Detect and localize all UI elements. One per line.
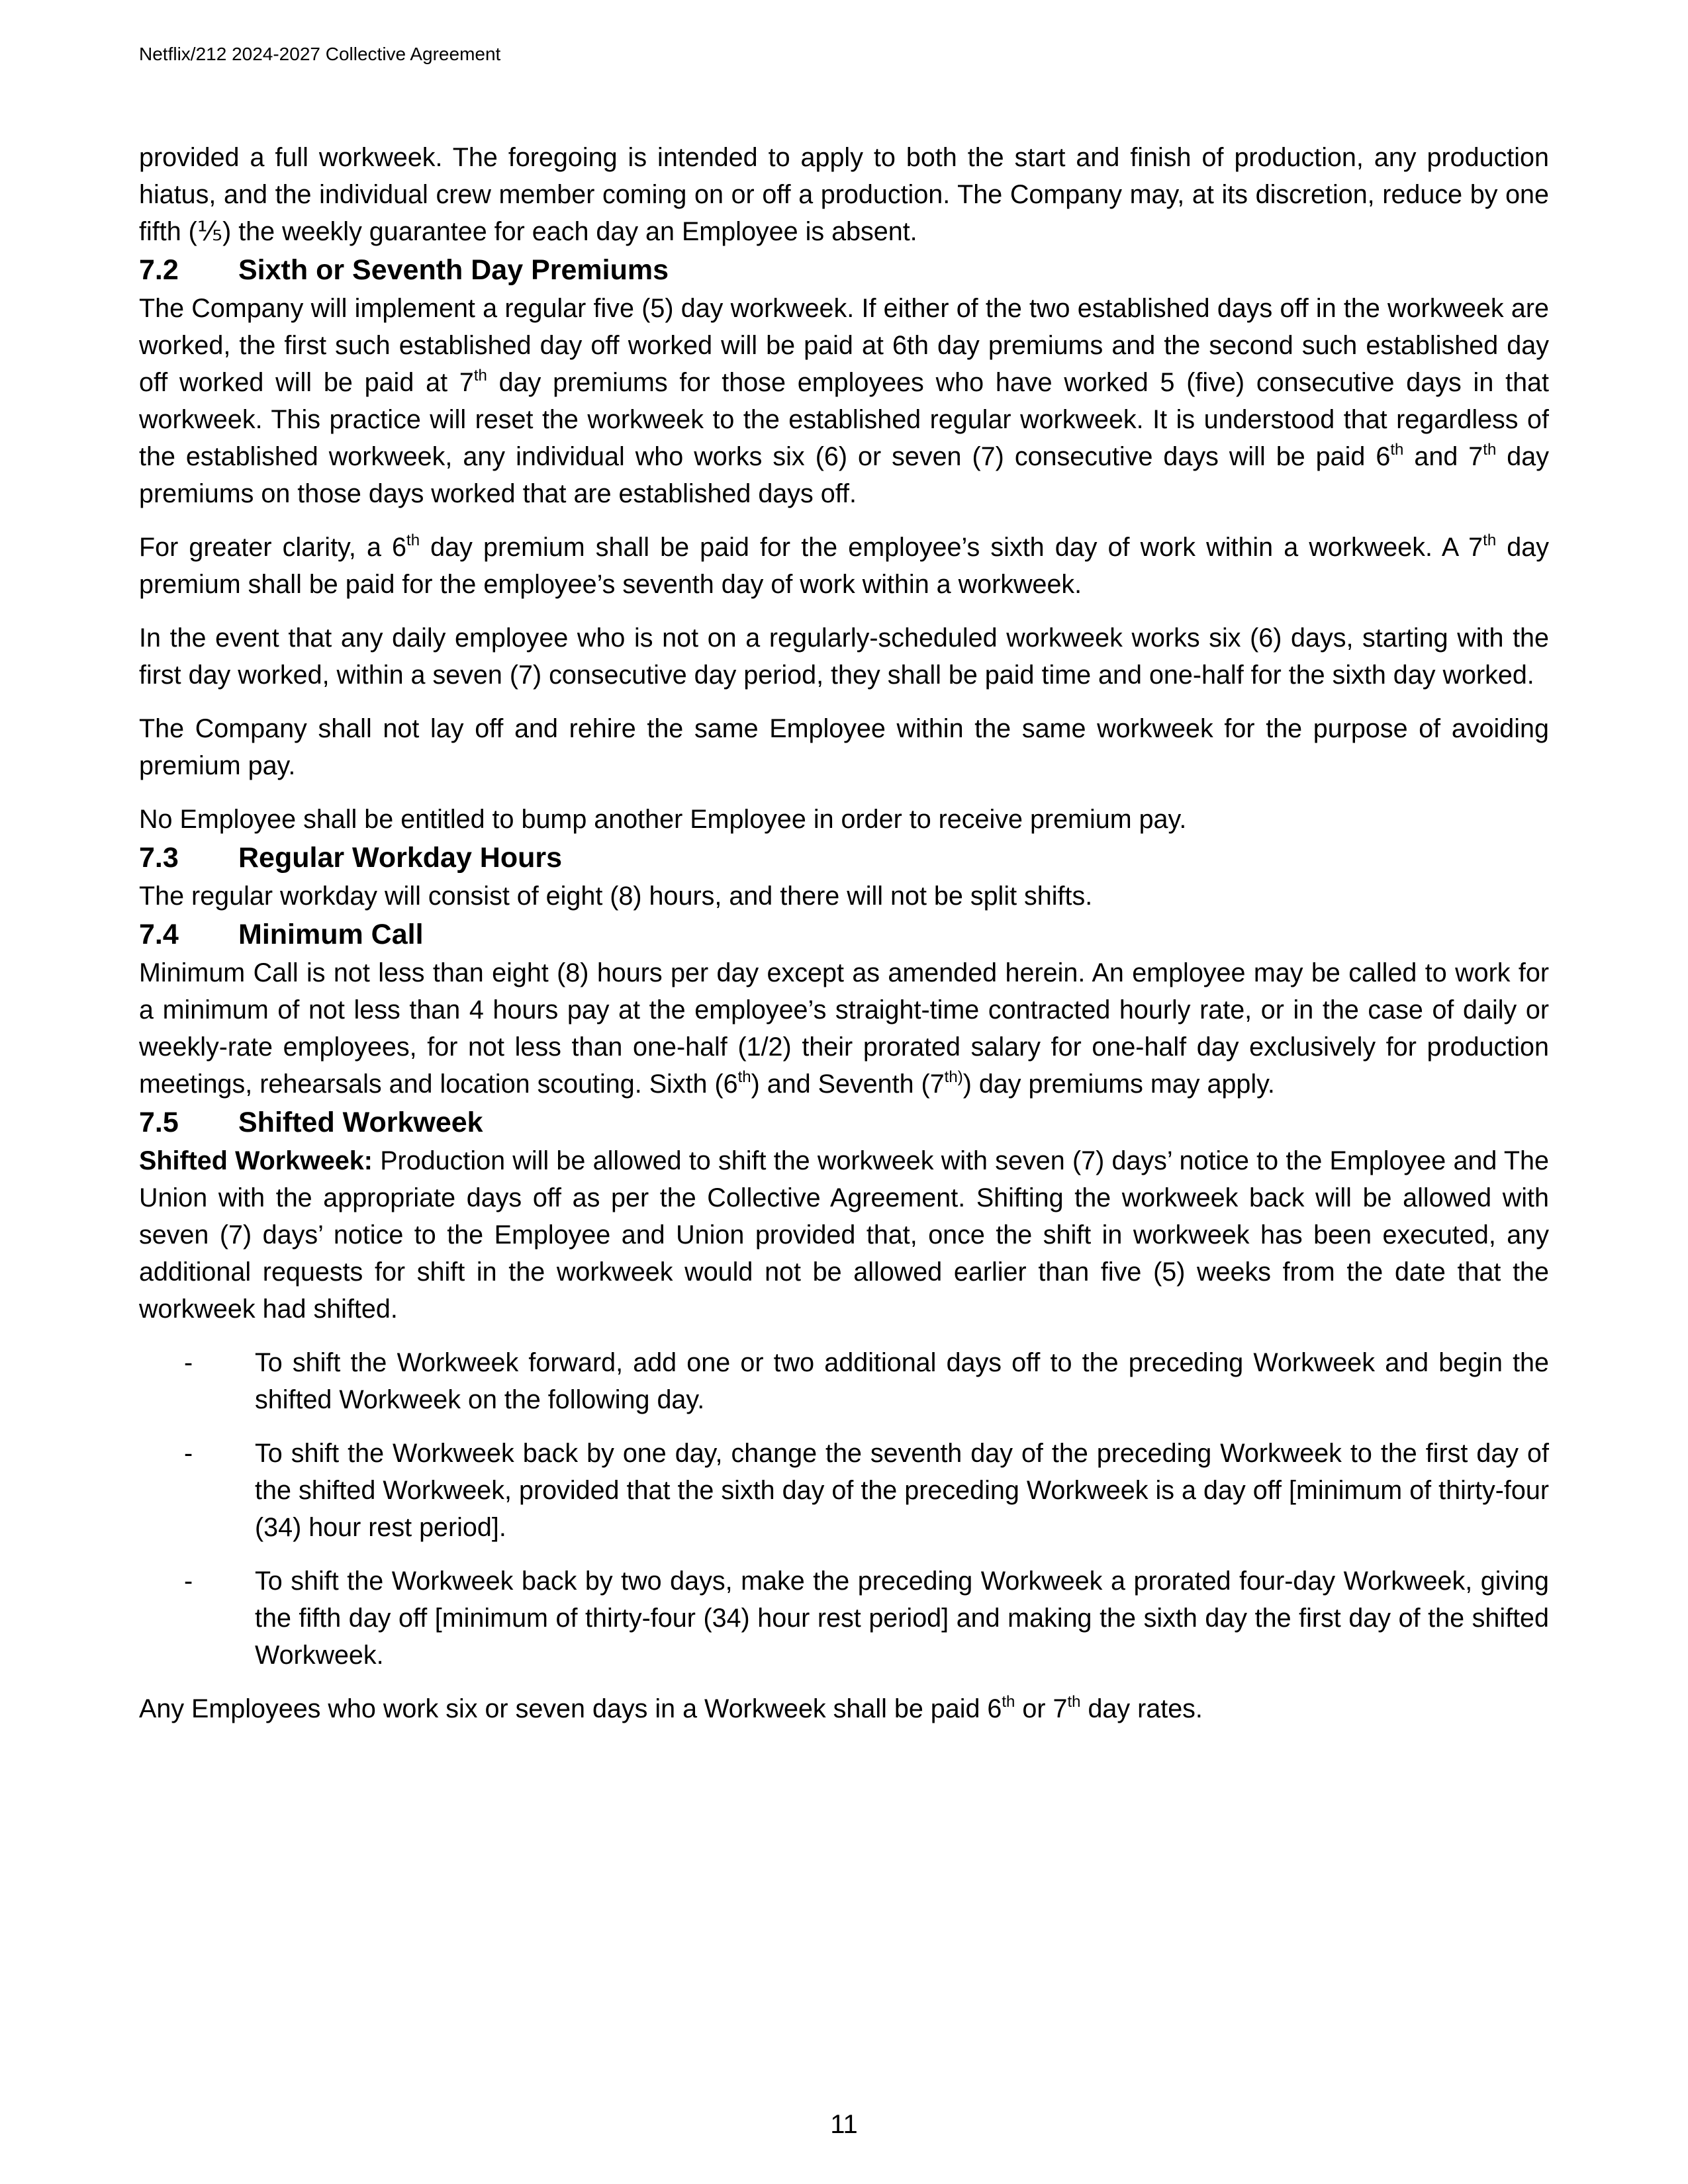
dash-bullet: - bbox=[184, 1439, 193, 1468]
shift-rules-list bbox=[139, 1344, 1549, 1674]
list-item bbox=[139, 1344, 1549, 1418]
section-heading-7-4 bbox=[139, 915, 1549, 954]
superscript: th bbox=[1483, 441, 1497, 459]
text-run: Any Employees who work six or seven days in a Workweek shall be paid 6 bbox=[139, 1694, 1002, 1723]
section-title: Regular Workday Hours bbox=[238, 842, 563, 874]
text-run: The Company will implement a regular five (5) day workweek. If either of the two established days off in the workweek are worked, the first such established day off worked will be paid at 6th day premiums and the second such established day off worked will be paid at 7 bbox=[139, 294, 1549, 397]
list-item bbox=[139, 1563, 1549, 1674]
dash-bullet: - bbox=[184, 1348, 193, 1377]
section-number: 7.2 bbox=[139, 254, 179, 286]
superscript: th bbox=[1483, 531, 1497, 549]
text-run: day premium shall be paid for the employee’s seventh day of work within a workweek. bbox=[139, 533, 1549, 599]
text-run: Production will be allowed to shift the workweek with seven (7) days’ notice to the Employee and The Union with the appropriate days off as per the Collective Agreement. Shifting the workweek back will be allowed with seven (7) days’ notice to the Employee and Union provided that, once the shift in workweek has been executed, any additional requests for shift in the workweek would not be allowed earlier than five (5) weeks from the date that the workweek had shifted. bbox=[139, 1146, 1549, 1324]
text-run: and 7 bbox=[1403, 442, 1483, 471]
superscript: th bbox=[737, 1068, 751, 1086]
section-heading-7-3 bbox=[139, 838, 1549, 878]
section-7-2-paragraph-2 bbox=[139, 529, 1549, 603]
superscript: th bbox=[1002, 1693, 1015, 1711]
section-7-3-paragraph-1: The regular workday will consist of eight (8) hours, and there will not be split shifts. bbox=[139, 882, 1093, 911]
list-item bbox=[139, 1435, 1549, 1546]
section-title: Minimum Call bbox=[238, 919, 424, 950]
section-number: 7.4 bbox=[139, 919, 179, 950]
section-title: Shifted Workweek bbox=[238, 1107, 483, 1138]
text-run: day rates. bbox=[1080, 1694, 1203, 1723]
text-run: Minimum Call is not less than eight (8) hours per day except as amended herein. An employee may be called to work for a minimum of not less than 4 hours pay at the employee’s straight-time contracted hourly rate, or in the case of daily or weekly-rate employees, for not less than one-half (1/2) their prorated salary for one-half day exclusively for production meetings, rehearsals and location scouting. Sixth (6 bbox=[139, 958, 1549, 1099]
section-7-2-paragraph-4: The Company shall not lay off and rehire the same Employee within the same workweek for the purpose of avoiding premium pay. bbox=[139, 714, 1549, 780]
text-run: day premiums on those days worked that are established days off. bbox=[139, 442, 1549, 508]
section-7-2-paragraph-3: In the event that any daily employee who is not on a regularly-scheduled workweek works six (6) days, starting with the first day worked, within a seven (7) consecutive day period, they shall be paid time and one-half for the sixth day worked. bbox=[139, 623, 1549, 690]
section-7-5-paragraph-2 bbox=[139, 1690, 1549, 1727]
section-heading-7-5 bbox=[139, 1103, 1549, 1142]
page-number: 11 bbox=[830, 2110, 858, 2139]
list-item-text: To shift the Workweek back by one day, change the seventh day of the preceding Workweek to the first day of the shifted Workweek, provided that the sixth day of the preceding Workweek is a day off [minimum of thirty-four (34) hour rest period]. bbox=[255, 1439, 1549, 1542]
section-7-4-paragraph-1 bbox=[139, 954, 1549, 1103]
text-run: ) and Seventh (7 bbox=[751, 1069, 945, 1099]
superscript: th bbox=[406, 531, 420, 549]
intro-paragraph: provided a full workweek. The foregoing is intended to apply to both the start and finish of production, any production hiatus, and the individual crew member coming on or off a production. The Company may, at its discretion, reduce by one fifth (⅕) the weekly guarantee for each day an Employee is absent. bbox=[139, 143, 1549, 246]
superscript: th) bbox=[944, 1068, 963, 1086]
superscript: th bbox=[1390, 441, 1404, 459]
superscript: th bbox=[473, 367, 487, 385]
list-item-text: To shift the Workweek back by two days, make the preceding Workweek a prorated four-day Workweek, giving the fifth day off [minimum of thirty-four (34) hour rest period] and making the sixth day the first day of the shifted Workweek. bbox=[255, 1567, 1549, 1670]
section-7-5-paragraph-1 bbox=[139, 1142, 1549, 1328]
bold-lead-in: Shifted Workweek: bbox=[139, 1146, 373, 1175]
section-title: Sixth or Seventh Day Premiums bbox=[238, 254, 669, 286]
running-header: Netflix/212 2024-2027 Collective Agreement bbox=[139, 44, 501, 64]
section-7-2-paragraph-1 bbox=[139, 290, 1549, 512]
text-run: day premium shall be paid for the employee’s sixth day of work within a workweek. A 7 bbox=[420, 533, 1483, 562]
section-number: 7.5 bbox=[139, 1107, 179, 1138]
section-number: 7.3 bbox=[139, 842, 179, 874]
text-run: ) day premiums may apply. bbox=[962, 1069, 1275, 1099]
text-run: For greater clarity, a 6 bbox=[139, 533, 407, 562]
list-item-text: To shift the Workweek forward, add one or two additional days off to the preceding Workweek and begin the shifted Workweek on the following day. bbox=[255, 1348, 1549, 1414]
text-run: day premiums for those employees who have worked 5 (five) consecutive days in that workweek. This practice will reset the workweek to the established regular workweek. It is understood that regardless of the established workweek, any individual who works six (6) or seven (7) consecutive days will be paid 6 bbox=[139, 368, 1550, 471]
page-body bbox=[139, 139, 1549, 1727]
section-7-2-paragraph-5: No Employee shall be entitled to bump another Employee in order to receive premium pay. bbox=[139, 805, 1187, 834]
section-heading-7-2 bbox=[139, 250, 1549, 290]
superscript: th bbox=[1067, 1693, 1081, 1711]
text-run: or 7 bbox=[1015, 1694, 1068, 1723]
dash-bullet: - bbox=[184, 1567, 193, 1596]
